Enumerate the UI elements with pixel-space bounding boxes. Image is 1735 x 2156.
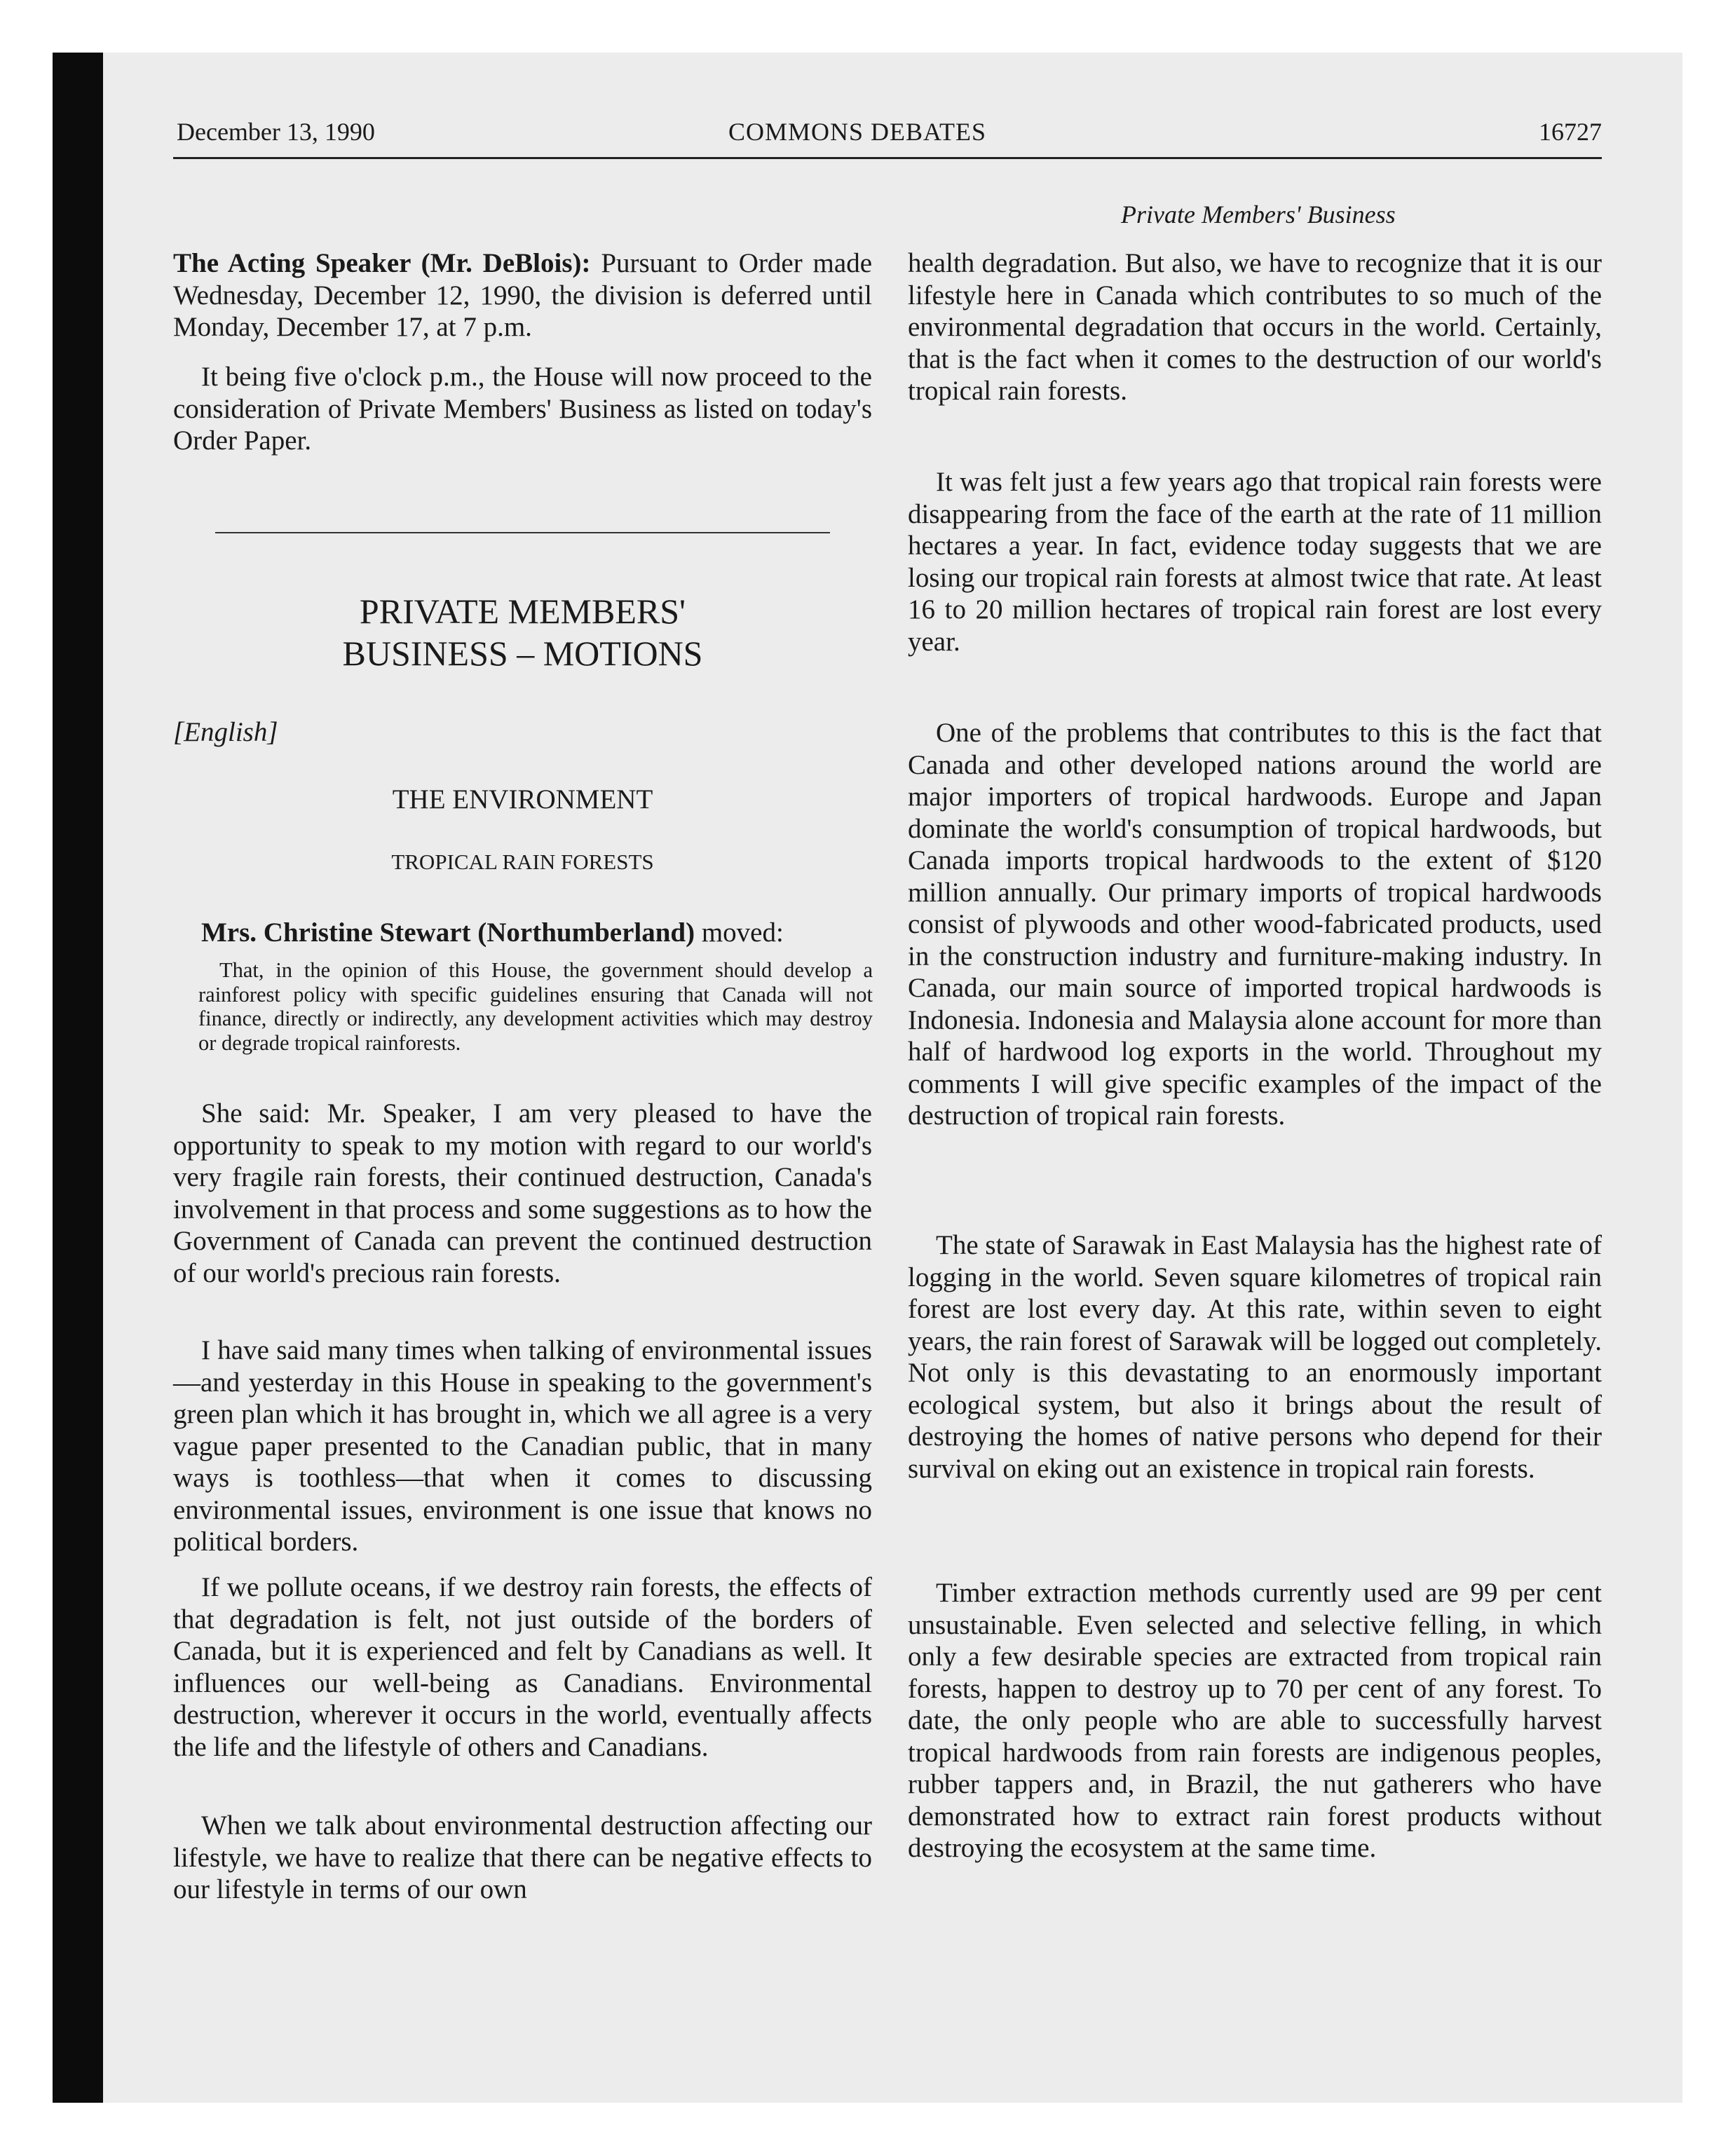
header-date: December 13, 1990 (177, 118, 375, 146)
paragraph-text: health degradation. But also, we have to recognize that it is our lifestyle here in Canada which contributes to so much of the environmental degradation that occurs in the world. Certainly, that is the fact when it comes to the destruction of our world's tropical rain forests. (908, 248, 1602, 406)
page-number: 16727 (1539, 118, 1602, 146)
heading-line-1: PRIVATE MEMBERS' (359, 592, 686, 631)
heading-line-2: BUSINESS – MOTIONS (342, 634, 703, 673)
section-separator (215, 532, 830, 533)
section-heading (173, 590, 872, 674)
mover-verb: moved: (695, 917, 784, 948)
paragraph-hardwood-imports (908, 717, 1602, 1132)
subject-heading: THE ENVIRONMENT (392, 784, 653, 814)
paragraph-text: Timber extraction methods currently used are 99 per cent unsustainable. Even selected and selective felling, in which only a few desirable species are extracted from tropical rain forests, happen to destroy up to 70 per cent of any forest. To date, the only people who are able to successfully harvest tropical hardwoods from rain forests are indigenous peoples, rubber tappers and, in Brazil, the nut gatherers who have demonstrated how to extract rain forest products without destroying the ecosystem at the same time. (908, 1578, 1602, 1863)
proceed-text: It being five o'clock p.m., the House will now proceed to the consideration of Private Members' Business as listed on today's Order Paper. (173, 362, 872, 456)
subsubject-heading: TROPICAL RAIN FORESTS (391, 850, 654, 874)
mover-name: Mrs. Christine Stewart (Northumberland) (201, 917, 695, 948)
paragraph-environmental-issues (173, 1335, 872, 1558)
paragraph-text: The state of Sarawak in East Malaysia has the highest rate of logging in the world. Seven square kilometres of tropical rain forest are lost every day. At this rate, within seven to eight years, the rain forest of Sarawak will be logged out completely. Not only is this devastating to an enormously important ecological system, but also it brings about the result of destroying the homes of native persons who depend for their survival on eking out an existence in tropical rain forests. (908, 1230, 1602, 1484)
running-head: Private Members' Business (1121, 200, 1396, 228)
paragraph-text: It was felt just a few years ago that tropical rain forests were disappearing from the face of the earth at the rate of 11 million hectares a year. In fact, evidence today suggests that we are losing our tropical rain forests at almost twice that rate. At least 16 to 20 million hectares of tropical rain forest are lost every year. (908, 467, 1602, 657)
paragraph-text: If we pollute oceans, if we destroy rain forests, the effects of that degradation is felt, not just outside of the borders of Canada, but it is experienced and felt by Canadians as well. It influences our well-being as Canadians. Environmental destruction, wherever it occurs in the world, eventually affects the life and the lifestyle of others and Canadians. (173, 1572, 872, 1762)
speaker-name: The Acting Speaker (Mr. DeBlois): (173, 248, 591, 278)
paragraph-she-said (173, 1098, 872, 1289)
paragraph-text: When we talk about environmental destruction affecting our lifestyle, we have to realize that there can be negative effects to our lifestyle in terms of our own (173, 1810, 872, 1904)
motion-text: That, in the opinion of this House, the government should develop a rainforest policy with specific guidelines ensuring that Canada will not finance, directly or indirectly, any development activities which may destroy or degrade tropical rainforests. (198, 958, 873, 1055)
header-title: COMMONS DEBATES (728, 118, 987, 146)
paragraph-timber-extraction (908, 1577, 1602, 1864)
binding-edge (53, 53, 103, 2103)
proceed-paragraph (173, 361, 872, 457)
language-marker: [English] (173, 717, 278, 747)
paragraph-text: She said: Mr. Speaker, I am very pleased to have the opportunity to speak to my motion with regard to our world's very fragile rain forests, their continued destruction, Canada's involvement in that process and some suggestions as to how the Government of Canada can prevent the continued destruction of our world's precious rain forests. (173, 1098, 872, 1288)
paragraph-pollute-oceans (173, 1571, 872, 1763)
paragraph-text: One of the problems that contributes to this is the fact that Canada and other developed nations around the world are major importers of tropical hardwoods. Europe and Japan dominate the world's consumption of tropical hardwoods, but Canada imports tropical hardwoods to the extent of $120 million annually. Our primary imports of tropical hardwoods consist of plywoods and other wood-fabricated products, used in the construction industry and furniture-making industry. In Canada, our main source of imported tropical hardwoods is Indonesia. Indonesia and Malaysia alone account for more than half of hardwood log exports in the world. Throughout my comments I will give specific examples of the impact of the destruction of tropical rain forests. (908, 718, 1602, 1131)
paragraph-text: I have said many times when talking of environmental issues—and yesterday in this House in speaking to the government's green plan which it has brought in, which we all agree is a very vague paper presented to the Canadian public, that in many ways is toothless—that when it comes to discussing environmental issues, environment is one issue that knows no political borders. (173, 1335, 872, 1557)
paragraph-rate-of-loss (908, 466, 1602, 657)
paragraph-health-degradation (908, 247, 1602, 407)
speaker-paragraph (173, 247, 872, 343)
paragraph-sarawak (908, 1229, 1602, 1485)
header-rule (173, 157, 1602, 159)
motion-mover (201, 917, 784, 948)
speaker-text: Pursuant to Order made Wednesday, December 12, 1990, the division is deferred until Monday, December 17, at 7 p.m. (173, 248, 872, 342)
paragraph-lifestyle (173, 1810, 872, 1906)
